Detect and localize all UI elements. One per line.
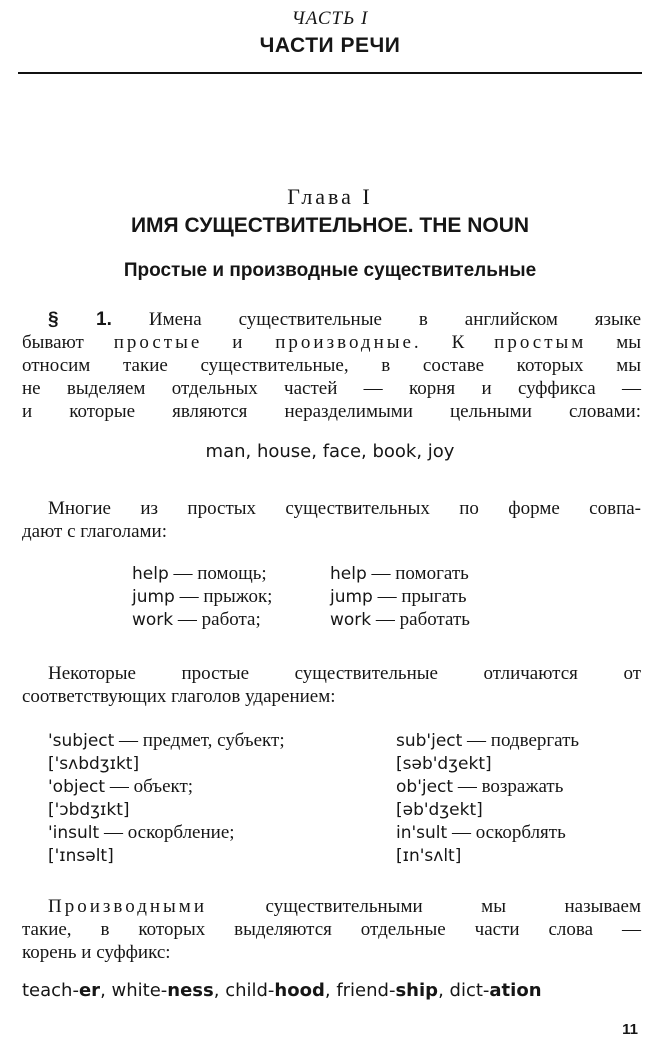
translation: — предмет, субъект;	[114, 730, 285, 751]
example-row	[330, 585, 470, 608]
header-rule	[18, 72, 642, 74]
derivative-word	[336, 980, 449, 1001]
word-suffix: ation	[489, 980, 542, 1001]
paragraph-text: К	[451, 332, 465, 353]
word-root: child-	[225, 980, 275, 1001]
english-word: help	[330, 564, 367, 584]
word-root: dict-	[449, 980, 490, 1001]
english-word: jump	[132, 587, 175, 607]
transcription	[48, 798, 285, 821]
phonetic-transcription: ['ɪnsəlt]	[48, 846, 114, 866]
derivative-word	[450, 980, 542, 1001]
derivative-word	[225, 980, 336, 1001]
example-row	[330, 562, 470, 585]
translation: — прыжок;	[174, 586, 273, 607]
noun-column	[132, 562, 272, 631]
translation: — объект;	[105, 776, 194, 797]
chapter-label: Глава I	[287, 184, 373, 209]
english-word: sub'ject	[396, 731, 463, 751]
separator: ,	[324, 980, 337, 1001]
paragraph-line: Некоторые простые существительные отличаются от	[48, 663, 641, 684]
english-word: jump	[330, 587, 373, 607]
verb-column	[396, 729, 579, 867]
transcription	[396, 752, 579, 775]
chapter-title: ИМЯ СУЩЕСТВИТЕЛЬНОЕ. THE NOUN	[130, 214, 530, 237]
english-word: 'insult	[48, 823, 100, 843]
paragraph-text: бывают	[22, 332, 84, 353]
example-row	[48, 821, 285, 844]
english-word: ob'ject	[396, 777, 454, 797]
emphasized-term: простые	[113, 332, 203, 353]
paragraph-line: соответствующих глаголов ударением:	[22, 686, 336, 707]
emphasized-term: производные.	[275, 332, 422, 353]
separator: ,	[213, 980, 226, 1001]
simple-noun-examples: man, house, face, book, joy	[205, 441, 455, 462]
phonetic-transcription: ['ɔbdʒɪkt]	[48, 800, 130, 820]
translation: — помогать	[366, 563, 469, 584]
noun-column	[48, 729, 285, 867]
english-word: work	[330, 610, 372, 630]
phonetic-transcription: [səb'dʒekt]	[396, 754, 492, 774]
paragraph-line: относим такие существительные, в составе которых мы	[22, 355, 641, 376]
transcription	[48, 844, 285, 867]
paragraph-line: дают с глаголами:	[22, 521, 167, 542]
derivative-word	[22, 980, 112, 1001]
verb-column	[330, 562, 470, 631]
example-row	[396, 775, 579, 798]
separator: ,	[100, 980, 112, 1001]
transcription	[396, 844, 579, 867]
translation: — оскорбление;	[99, 822, 235, 843]
example-row	[396, 821, 579, 844]
english-word: help	[132, 564, 169, 584]
paragraph-text: и	[232, 332, 246, 353]
word-suffix: er	[78, 980, 101, 1001]
paragraph-line	[22, 331, 641, 355]
paragraph-line: и которые являются неразделимыми цельными словами:	[22, 401, 641, 422]
paragraph-line: не выделяем отдельных частей — корня и суффикса —	[22, 378, 641, 399]
example-row	[132, 562, 272, 585]
english-word: work	[132, 610, 174, 630]
word-root: white-	[111, 980, 168, 1001]
phonetic-transcription: ['sʌbdʒɪkt]	[48, 754, 140, 774]
translation: — работа;	[173, 609, 261, 630]
english-word: in'sult	[396, 823, 448, 843]
separator: ,	[438, 980, 450, 1001]
paragraph-text: существительными мы называем	[265, 896, 641, 917]
paragraph-text: Имена существительные в английском языке	[148, 309, 642, 330]
example-row	[132, 608, 272, 631]
word-suffix: hood	[274, 980, 325, 1001]
english-word: 'subject	[48, 731, 115, 751]
example-row	[132, 585, 272, 608]
paragraph-line	[48, 308, 641, 332]
word-suffix: ship	[395, 980, 439, 1001]
transcription	[396, 798, 579, 821]
example-row	[48, 729, 285, 752]
part-label: ЧАСТЬ I	[291, 8, 369, 29]
paragraph-line: такие, в которых выделяются отдельные части слова —	[22, 919, 641, 940]
english-word: 'object	[48, 777, 106, 797]
emphasized-term: простым	[494, 332, 587, 353]
derivative-word	[112, 980, 226, 1001]
phonetic-transcription: [ɪn'sʌlt]	[396, 846, 462, 866]
paragraph-number: § 1.	[48, 309, 112, 330]
transcription	[48, 752, 285, 775]
section-title: Простые и производные существительные	[123, 260, 537, 281]
part-title: ЧАСТИ РЕЧИ	[259, 34, 401, 57]
paragraph-line	[48, 895, 641, 919]
example-row	[396, 729, 579, 752]
translation: — работать	[371, 609, 470, 630]
derivative-noun-examples	[22, 980, 641, 1001]
paragraph-line: корень и суффикс:	[22, 942, 171, 963]
word-root: teach-	[22, 980, 79, 1001]
word-suffix: ness	[167, 980, 214, 1001]
translation: — подвергать	[462, 730, 580, 751]
translation: — оскорблять	[447, 822, 566, 843]
phonetic-transcription: [əb'dʒekt]	[396, 800, 483, 820]
translation: — возражать	[453, 776, 564, 797]
word-root: friend-	[336, 980, 396, 1001]
page-number: 11	[622, 1021, 638, 1038]
translation: — прыгать	[372, 586, 467, 607]
paragraph-line: Многие из простых существительных по форме совпа-	[48, 498, 641, 519]
example-row	[48, 775, 285, 798]
emphasized-term: Производными	[48, 896, 207, 917]
example-row	[330, 608, 470, 631]
translation: — помощь;	[168, 563, 267, 584]
paragraph-text: мы	[616, 332, 642, 353]
